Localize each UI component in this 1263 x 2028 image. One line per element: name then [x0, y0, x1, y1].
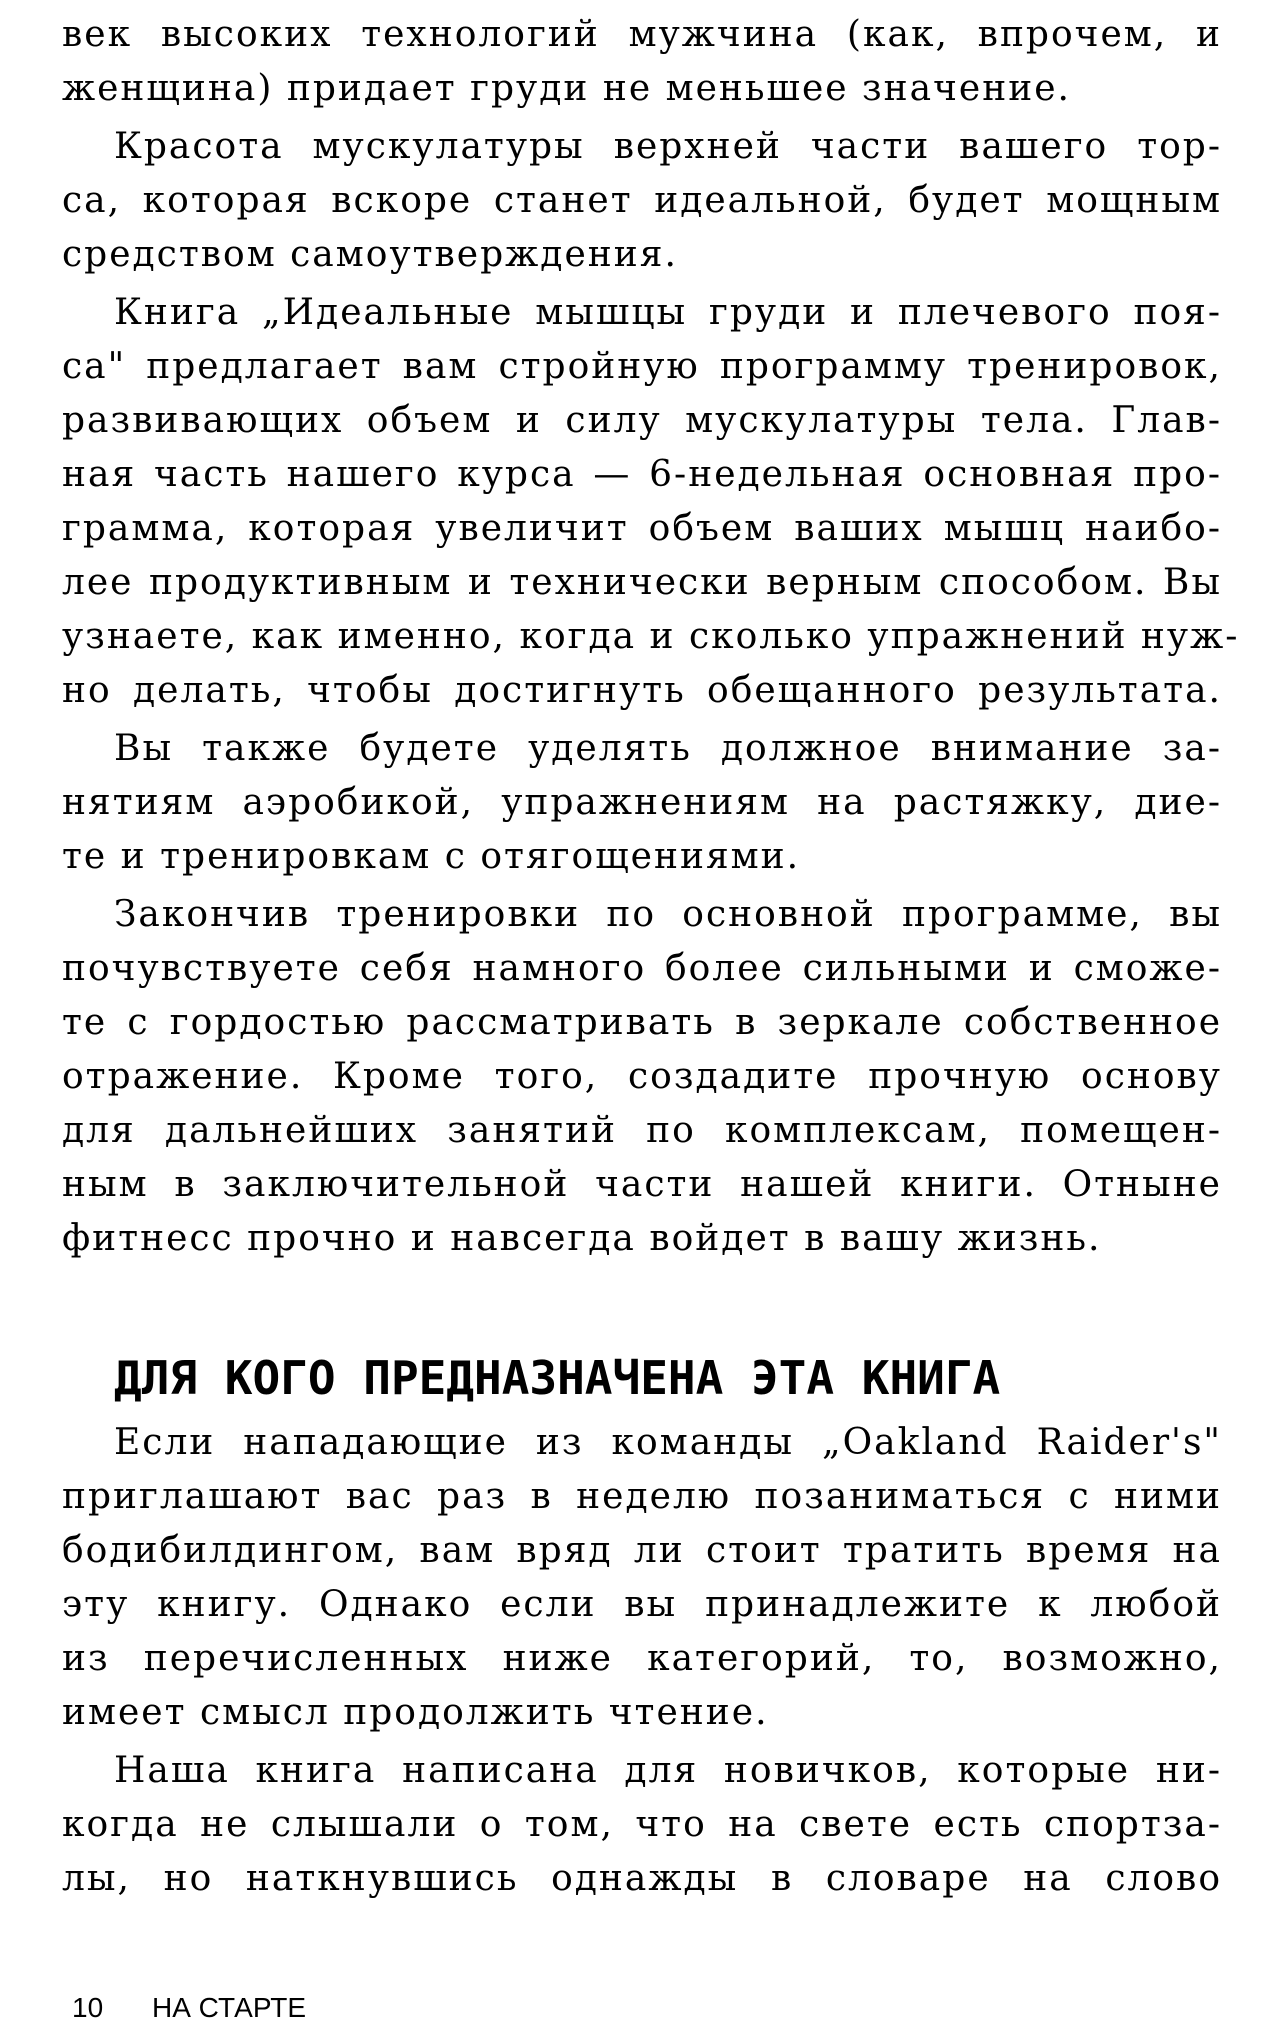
- text-line: узнаете, как именно, когда и сколько упражнений нуж-: [62, 616, 1240, 657]
- text-line: отражение. Кроме того, создадите прочную основу: [62, 1056, 1222, 1097]
- text-line: Вы также будете уделять должное внимание за-: [114, 728, 1222, 769]
- text-line: но делать, чтобы достигнуть обещанного результата.: [62, 670, 1222, 711]
- text-line: бодибилдингом, вам вряд ли стоит тратить время на: [62, 1530, 1222, 1571]
- text-line: почувствуете себя намного более сильными и сможе-: [62, 948, 1222, 989]
- text-line: те и тренировкам с отягощениями.: [62, 836, 801, 877]
- text-line: век высоких технологий мужчина (как, впрочем, и: [62, 14, 1222, 55]
- page-content: [62, 8, 1240, 1910]
- page-number: 10: [72, 1992, 104, 2023]
- paragraph: [62, 8, 1222, 116]
- text-line: имеет смысл продолжить чтение.: [62, 1692, 769, 1733]
- text-line: фитнесс прочно и навсегда войдет в вашу жизнь.: [62, 1218, 1102, 1259]
- text-line: Закончив тренировки по основной программе, вы: [114, 894, 1222, 935]
- text-line: са, которая вскоре станет идеальной, будет мощным: [62, 180, 1222, 221]
- text-line: женщина) придает груди не меньшее значение.: [62, 68, 1071, 109]
- text-line: те с гордостью рассматривать в зеркале собственное: [62, 1002, 1222, 1043]
- text-line: ная часть нашего курса — 6-недельная основная про-: [62, 454, 1222, 495]
- text-line: Наша книга написана для новичков, которые ни-: [114, 1750, 1222, 1791]
- text-line: нятиям аэробикой, упражнениям на растяжку, дие-: [62, 782, 1222, 823]
- paragraph: [62, 722, 1222, 884]
- text-line: развивающих объем и силу мускулатуры тела. Глав-: [62, 400, 1222, 441]
- paragraph: [62, 888, 1222, 1266]
- text-line: грамма, которая увеличит объем ваших мышц наибо-: [62, 508, 1222, 549]
- text-line: Красота мускулатуры верхней части вашего тор-: [114, 126, 1222, 167]
- text-line: для дальнейших занятий по комплексам, помещен-: [62, 1110, 1222, 1151]
- text-line: лее продуктивным и технически верным способом. Вы: [62, 562, 1222, 603]
- text-line: ным в заключительной части нашей книги. Отныне: [62, 1164, 1222, 1205]
- text-line: Если нападающие из команды „Oakland Raider's": [114, 1422, 1222, 1463]
- paragraph: [62, 120, 1222, 282]
- text-line: Книга „Идеальные мышцы груди и плечевого поя-: [114, 292, 1222, 333]
- text-line: приглашают вас раз в неделю позаниматься с ними: [62, 1476, 1222, 1517]
- text-line: когда не слышали о том, что на свете есть спортза-: [62, 1804, 1222, 1845]
- paragraph: [62, 1744, 1222, 1906]
- text-line: средством самоутверждения.: [62, 234, 678, 275]
- text-line: лы, но наткнувшись однажды в словаре на слово: [62, 1858, 1222, 1899]
- text-line: из перечисленных ниже категорий, то, возможно,: [62, 1638, 1222, 1679]
- text-line: эту книгу. Однако если вы принадлежите к любой: [62, 1584, 1222, 1625]
- page-footer: [72, 1992, 306, 2024]
- text-line: са" предлагает вам стройную программу тренировок,: [62, 346, 1222, 387]
- paragraph: [62, 286, 1240, 718]
- section-heading: ДЛЯ КОГО ПРЕДНАЗНАЧЕНА ЭТА КНИГА: [114, 1351, 1001, 1405]
- running-header: НА СТАРТЕ: [152, 1992, 307, 2023]
- paragraph: [62, 1416, 1222, 1740]
